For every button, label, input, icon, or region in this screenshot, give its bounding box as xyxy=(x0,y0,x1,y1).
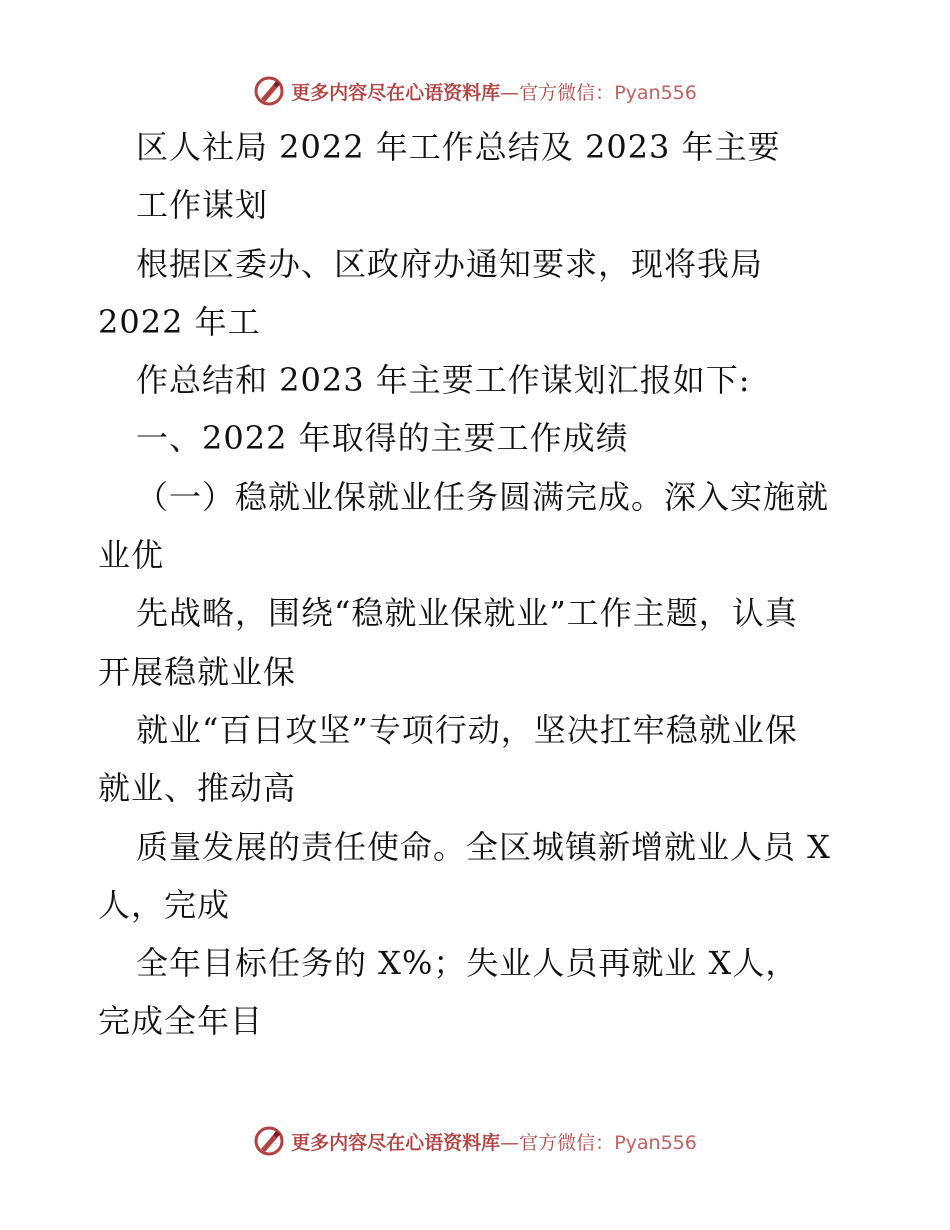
watermark-brand: 更多内容尽在心语资料库 xyxy=(291,1131,501,1154)
document-title-line-2: 工作谋划 xyxy=(136,186,269,225)
document-body xyxy=(98,118,878,1051)
paragraph-line: 业优 xyxy=(98,536,165,575)
paragraph-line: 先战略，围绕“稳就业保就业”工作主题，认真 xyxy=(136,594,798,633)
pen-logo-icon xyxy=(253,1125,285,1157)
paragraph-line: 人，完成 xyxy=(98,885,231,924)
watermark-dash: — xyxy=(500,1131,520,1154)
pen-logo-icon xyxy=(253,75,285,107)
section-heading: 一、2022 年取得的主要工作成绩 xyxy=(136,419,629,458)
footer-watermark xyxy=(0,1121,950,1161)
watermark-account: Pyan556 xyxy=(614,1131,697,1154)
subsection-heading: （一）稳就业保就业任务圆满完成。深入实施就 xyxy=(136,477,830,516)
watermark-account: Pyan556 xyxy=(614,81,697,104)
header-watermark xyxy=(0,71,950,111)
watermark-text xyxy=(291,78,697,105)
watermark-suffix: 官方微信： xyxy=(519,81,615,104)
document-title-line-1: 区人社局 2022 年工作总结及 2023 年主要 xyxy=(136,128,781,166)
paragraph-line: 根据区委办、区政府办通知要求，现将我局 xyxy=(136,244,764,283)
paragraph-line: 作总结和 2023 年主要工作谋划汇报如下: xyxy=(136,361,751,400)
paragraph-line: 质量发展的责任使命。全区城镇新增就业人员 X xyxy=(136,827,831,866)
paragraph-line: 开展稳就业保 xyxy=(98,652,297,691)
paragraph-line: 2022 年工 xyxy=(98,302,261,341)
paragraph-line: 全年目标任务的 X%；失业人员再就业 X人， xyxy=(136,944,799,983)
watermark-suffix: 官方微信： xyxy=(519,1131,615,1154)
watermark-brand: 更多内容尽在心语资料库 xyxy=(291,81,501,104)
paragraph-line: 就业、推动高 xyxy=(98,769,297,808)
paragraph-line: 完成全年目 xyxy=(98,1002,264,1041)
watermark-text xyxy=(291,1128,697,1155)
watermark-dash: — xyxy=(500,81,520,104)
paragraph-line: 就业“百日攻坚”专项行动，坚决扛牢稳就业保 xyxy=(136,710,798,749)
